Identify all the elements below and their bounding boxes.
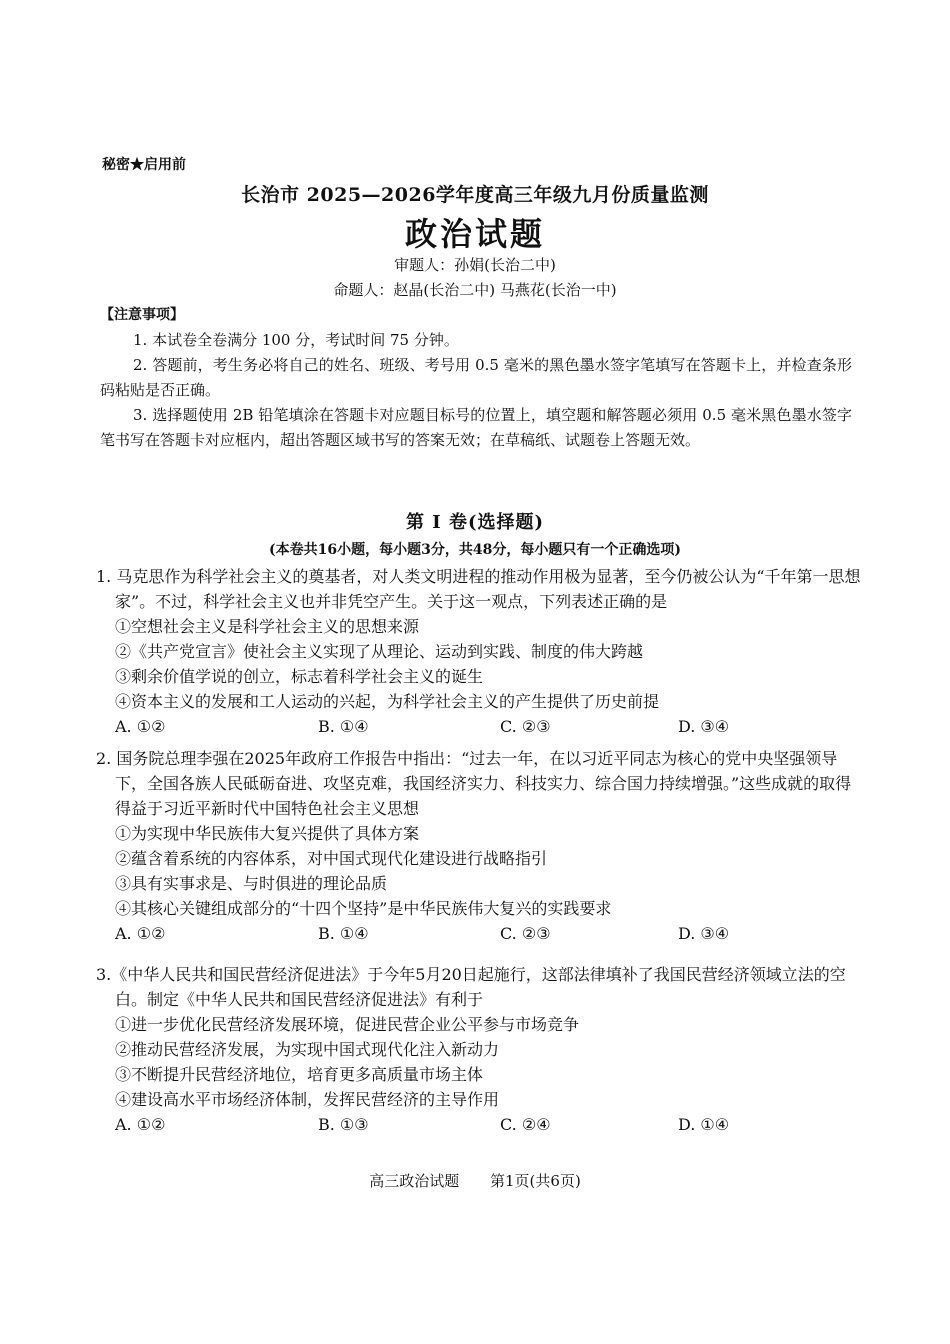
page-footer: [0, 1170, 950, 1191]
statement-option: ②《共产党宣言》使社会主义实现了从理论、运动到实践、制度的伟大跨越: [115, 642, 644, 661]
statement-option: ④其核心关键组成部分的“十四个坚持”是中华民族伟大复兴的实践要求: [115, 899, 612, 918]
answer-choices: [96, 1112, 866, 1137]
footer-subject: 高三政治试题: [369, 1172, 460, 1190]
confidential-label: 秘密★启用前: [102, 157, 186, 173]
statement-option: ③不断提升民营经济地位，培育更多高质量市场主体: [115, 1065, 484, 1084]
question-2: [96, 746, 866, 946]
statement-option: ①进一步优化民营经济发展环境，促进民营企业公平参与市场竞争: [115, 1015, 580, 1034]
statement-option: ③具有实事求是、与时俱进的理论品质: [115, 874, 388, 893]
choice-b: B. ①③: [318, 1115, 369, 1134]
choice-d: D. ③④: [678, 717, 730, 736]
notice-title: 【注意事项】: [100, 307, 184, 323]
statement-option: ②蕴含着系统的内容体系，对中国式现代化建设进行战略指引: [115, 849, 548, 868]
choice-c: C. ②④: [500, 1115, 551, 1134]
section-title: 第 Ⅰ 卷(选择题): [406, 512, 544, 533]
choice-c: C. ②③: [500, 924, 551, 943]
notice-item: 1. 本试卷全卷满分 100 分，考试时间 75 分钟。: [133, 331, 459, 349]
choice-b: B. ①④: [318, 924, 369, 943]
choice-a: A. ①②: [115, 924, 166, 943]
notice-item: 3. 选择题使用 2B 铅笔填涂在答题卡对应题目标号的位置上，填空题和解答题必须用 0.5 毫米黑色墨水签字笔书写在答题卡对应框内，超出答题区域书写的答案无效；在草稿纸、试题卷上答题无效。: [100, 406, 852, 449]
reviewer-line: 审题人：孙娟(长治二中): [394, 256, 556, 274]
footer-page-number: 第1页(共6页): [490, 1172, 581, 1190]
question-stem: 2. 国务院总理李强在2025年政府工作报告中指出：“过去一年，在以习近平同志为核心的党中央坚强领导下，全国各族人民砥砺奋进、攻坚克难，我国经济实力、科技实力、综合国力持续增强。”这些成就的取得得益于习近平新时代中国特色社会主义思想: [96, 749, 852, 818]
notice-item: 2. 答题前，考生务必将自己的姓名、班级、考号用 0.5 毫米的黑色墨水签字笔填写在答题卡上，并检查条形码粘贴是否正确。: [100, 356, 852, 399]
answer-choices: [96, 714, 866, 739]
question-stem: 3.《中华人民共和国民营经济促进法》于今年5月20日起施行，这部法律填补了我国民营经济领域立法的空白。制定《中华人民共和国民营经济促进法》有利于: [96, 965, 846, 1009]
section-note: (本卷共16小题，每小题3分，共48分，每小题只有一个正确选项): [269, 542, 681, 558]
exam-title: 长治市 2025—2026学年度高三年级九月份质量监测: [241, 184, 709, 206]
choice-d: D. ①④: [678, 1115, 730, 1134]
choice-a: A. ①②: [115, 1115, 166, 1134]
choice-b: B. ①④: [318, 717, 369, 736]
choice-a: A. ①②: [115, 717, 166, 736]
statement-option: ①为实现中华民族伟大复兴提供了具体方案: [115, 824, 420, 843]
question-stem: 1. 马克思作为科学社会主义的奠基者，对人类文明进程的推动作用极为显著，至今仍被公认为“千年第一思想家”。不过，科学社会主义也并非凭空产生。关于这一观点，下列表述正确的是: [96, 567, 861, 611]
subject-title: 政治试题: [404, 215, 545, 253]
answer-choices: [96, 921, 866, 946]
question-1: [96, 564, 866, 739]
statement-option: ③剩余价值学说的创立，标志着科学社会主义的诞生: [115, 667, 484, 686]
choice-d: D. ③④: [678, 924, 730, 943]
authors-line: 命题人：赵晶(长治二中) 马燕花(长治一中): [333, 281, 617, 299]
statement-option: ④建设高水平市场经济体制，发挥民营经济的主导作用: [115, 1090, 500, 1109]
choice-c: C. ②③: [500, 717, 551, 736]
statement-option: ②推动民营经济发展，为实现中国式现代化注入新动力: [115, 1040, 500, 1059]
question-3: [96, 962, 866, 1137]
statement-option: ④资本主义的发展和工人运动的兴起，为科学社会主义的产生提供了历史前提: [115, 692, 660, 711]
statement-option: ①空想社会主义是科学社会主义的思想来源: [115, 617, 420, 636]
